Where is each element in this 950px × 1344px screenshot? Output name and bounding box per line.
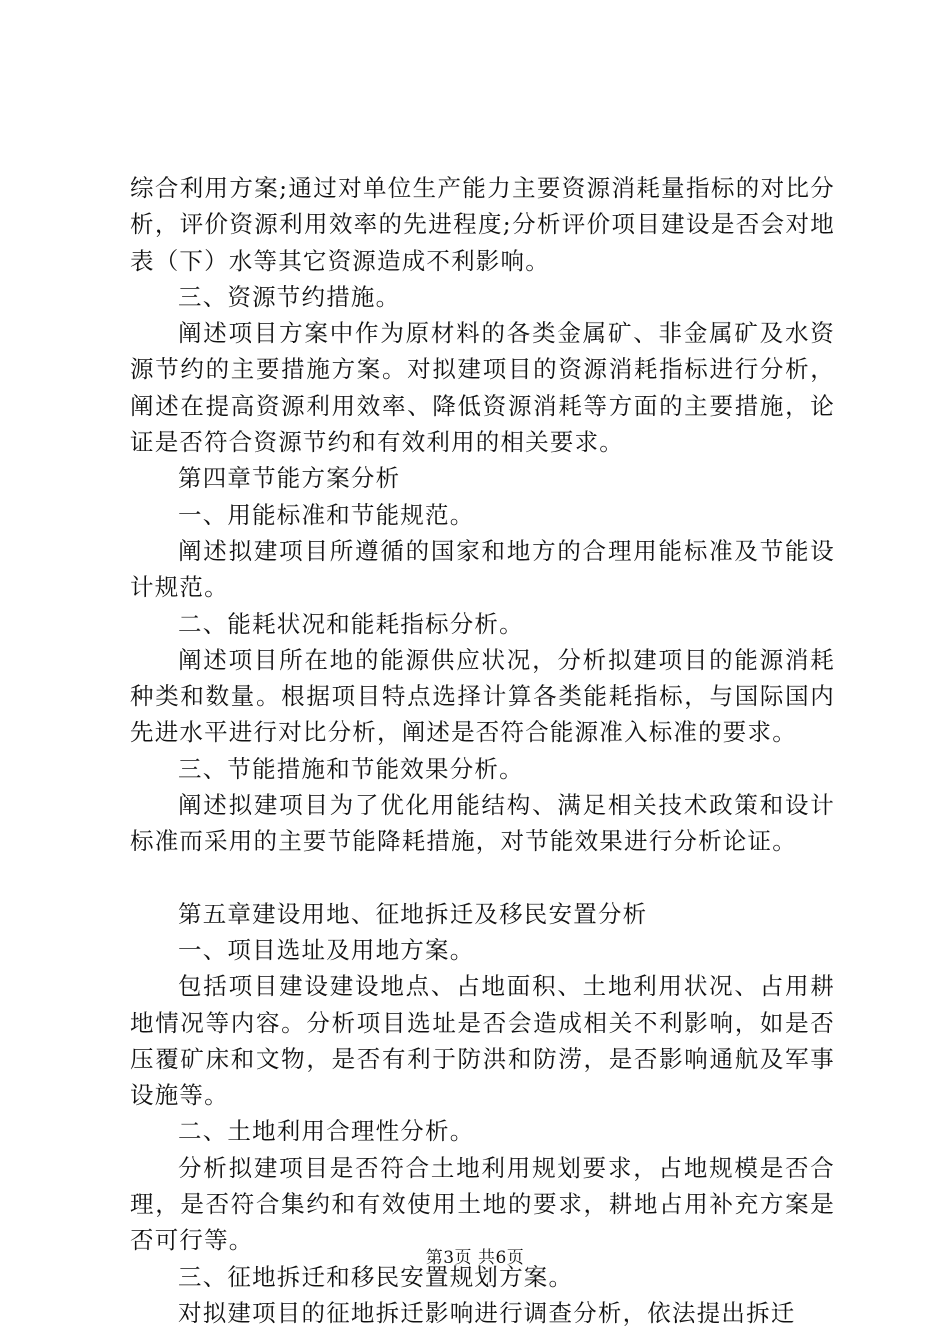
paragraph-resource-saving: 阐述项目方案中作为原材料的各类金属矿、非金属矿及水资源节约的主要措施方案。对拟建项目的资源消耗指标进行分析，阐述在提高资源利用效率、降低资源消耗等方面的主要措施，论证是否符合资源节约和有效利用的相关要求。: [130, 319, 835, 457]
paragraph-continuation: 综合利用方案;通过对单位生产能力主要资源消耗量指标的对比分析，评价资源利用效率的先进程度;分析评价项目建设是否会对地表（下）水等其它资源造成不利影响。: [130, 174, 835, 275]
chapter-heading-4: 第四章节能方案分析: [178, 464, 401, 493]
paragraph-site-selection: 包括项目建设建设地点、占地面积、土地利用状况、占用耕地情况等内容。分析项目选址是否会造成相关不利影响，如是否压覆矿床和文物，是否有利于防洪和防涝，是否影响通航及军事设施等。: [130, 972, 835, 1110]
paragraph-energy-consumption: 阐述项目所在地的能源供应状况，分析拟建项目的能源消耗种类和数量。根据项目特点选择计算各类能耗指标，与国际国内先进水平进行对比分析，阐述是否符合能源准入标准的要求。: [130, 645, 835, 747]
section-heading-land-use: 二、土地利用合理性分析。: [178, 1117, 475, 1146]
paragraph-energy-measures: 阐述拟建项目为了优化用能结构、满足相关技术政策和设计标准而采用的主要节能降耗措施，对节能效果进行分析论证。: [130, 791, 835, 856]
section-heading-site-selection: 一、项目选址及用地方案。: [178, 935, 475, 964]
blank-line: [130, 860, 835, 896]
section-heading-energy-consumption: 二、能耗状况和能耗指标分析。: [178, 609, 524, 638]
paragraph-land-use: 分析拟建项目是否符合土地利用规划要求，占地规模是否合理，是否符合集约和有效使用土地的要求，耕地占用补充方案是否可行等。: [130, 1153, 835, 1255]
paragraph-energy-standards: 阐述拟建项目所遵循的国家和地方的合理用能标准及节能设计规范。: [130, 536, 835, 602]
paragraph-resettlement: 对拟建项目的征地拆迁影响进行调查分析，依法提出拆迁: [178, 1298, 796, 1327]
section-heading-energy-standards: 一、用能标准和节能规范。: [178, 500, 475, 529]
chapter-heading-5: 第五章建设用地、征地拆迁及移民安置分析: [178, 899, 648, 928]
section-heading-resource-saving: 三、资源节约措施。: [178, 282, 401, 311]
section-heading-resettlement: 三、征地拆迁和移民安置规划方案。: [178, 1262, 574, 1291]
page-number-footer: 第3页 共6页: [425, 1248, 525, 1268]
section-heading-energy-measures: 三、节能措施和节能效果分析。: [178, 754, 524, 783]
document-body: [130, 170, 835, 1331]
